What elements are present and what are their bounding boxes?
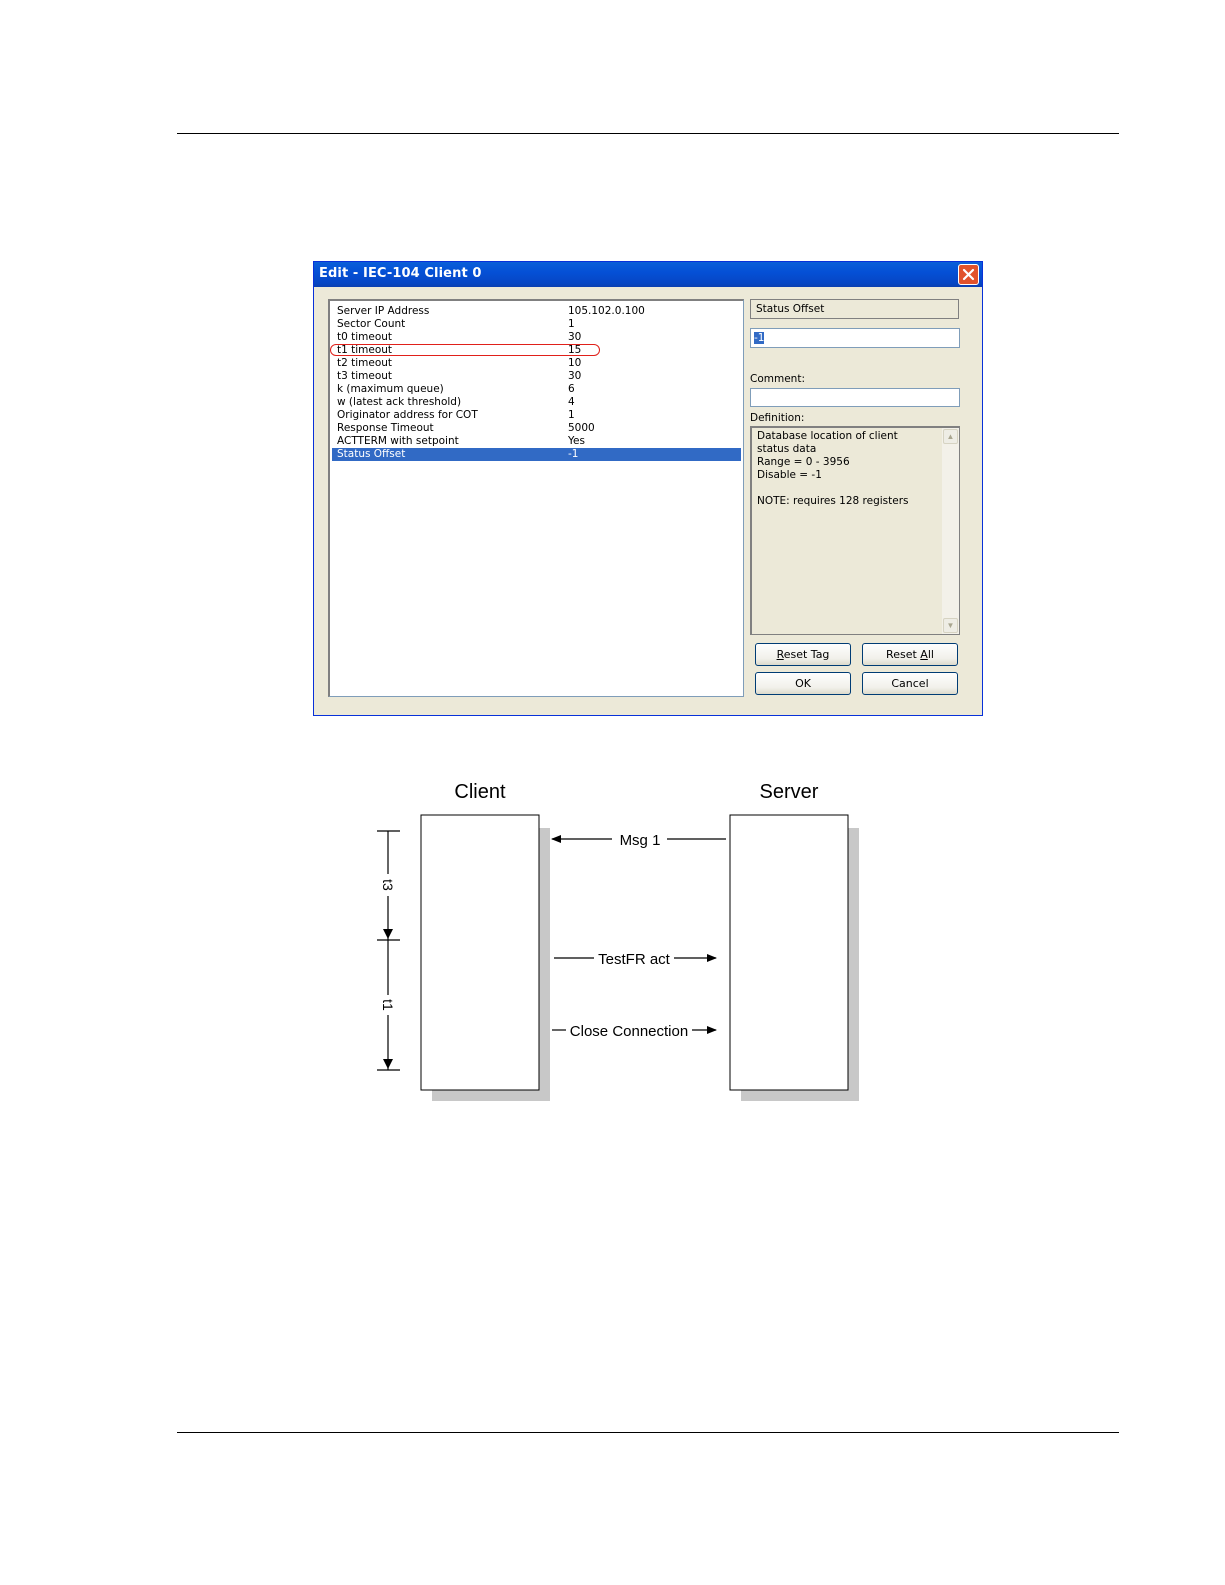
property-name: Sector Count (337, 318, 406, 330)
property-value: 15 (568, 344, 582, 356)
selected-tag-name: Status Offset (750, 299, 959, 319)
definition-label: Definition: (750, 412, 805, 424)
definition-text: Database location of client status data Range = 0 - 3956 Disable = -1 NOTE: requires 128 registers (757, 430, 909, 507)
property-name: k (maximum queue) (337, 383, 444, 395)
close-label: Close Connection (569, 1023, 689, 1040)
property-name: t1 timeout (337, 344, 393, 356)
property-value: 6 (568, 383, 575, 395)
server-label: Server (759, 781, 819, 803)
property-name: Server IP Address (337, 305, 430, 317)
property-value: 105.102.0.100 (568, 305, 645, 317)
value-text: -1 (754, 332, 765, 344)
property-value: -1 (568, 448, 579, 460)
property-value: Yes (568, 435, 585, 447)
comment-label: Comment: (750, 373, 805, 385)
testfr-label: TestFR act (598, 951, 670, 968)
property-value: 5000 (568, 422, 595, 434)
property-value: 1 (568, 409, 575, 421)
property-name: w (latest ack threshold) (337, 396, 462, 408)
scroll-up-button[interactable]: ▲ (943, 429, 958, 444)
property-name: t0 timeout (337, 331, 393, 343)
property-value: 30 (568, 370, 582, 382)
ok-button[interactable]: OK (755, 672, 851, 695)
property-value: 1 (568, 318, 575, 330)
t1-label: t1 (380, 999, 396, 1011)
msg1-label: Msg 1 (619, 832, 661, 849)
property-name: t2 timeout (337, 357, 393, 369)
server-box (730, 815, 848, 1090)
t3-label: t3 (380, 879, 396, 891)
property-value: 4 (568, 396, 575, 408)
reset-tag-button[interactable]: Reset Tag (755, 643, 851, 666)
dialog-title: Edit - IEC-104 Client 0 (319, 266, 482, 281)
client-box (421, 815, 539, 1090)
scroll-down-button[interactable]: ▼ (943, 618, 958, 633)
property-name: Response Timeout (337, 422, 434, 434)
property-value: 10 (568, 357, 582, 369)
property-name: t3 timeout (337, 370, 393, 382)
cancel-button[interactable]: Cancel (862, 672, 958, 695)
t1-arrowhead (383, 1059, 393, 1069)
reset-all-button[interactable]: Reset All (862, 643, 958, 666)
property-name: Status Offset (337, 448, 406, 460)
property-name: ACTTERM with setpoint (337, 435, 459, 447)
t3-arrowhead (383, 929, 393, 939)
property-name: Originator address for COT (337, 409, 478, 421)
client-label: Client (454, 781, 506, 803)
property-value: 30 (568, 331, 582, 343)
